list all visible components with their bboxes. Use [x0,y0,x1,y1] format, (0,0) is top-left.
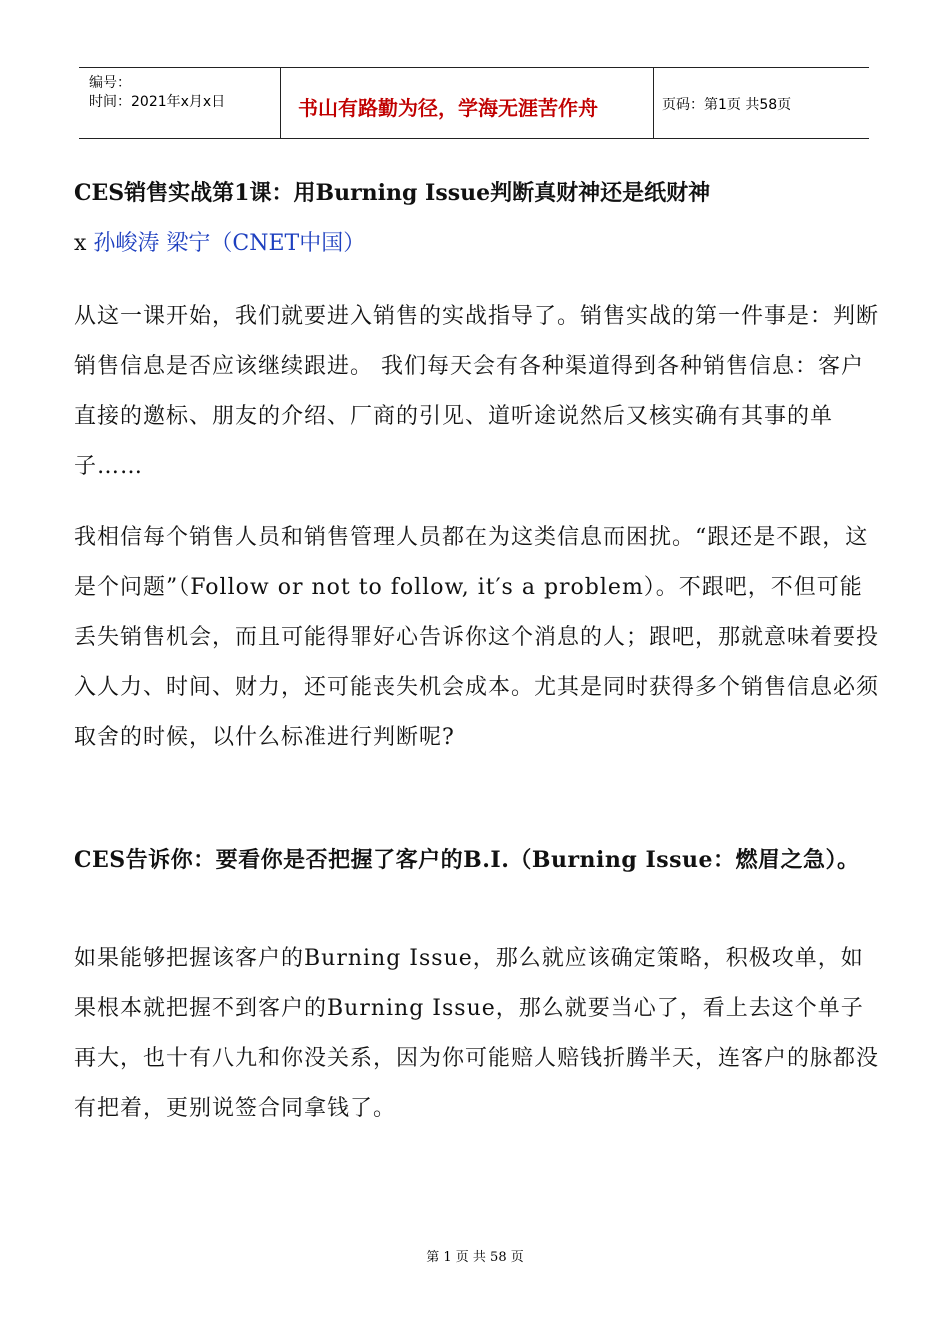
header-page-cell [654,68,869,138]
header-meta-cell [79,68,281,138]
header-motto: 书山有路勤为径，学海无涯苦作舟 [298,96,598,120]
article-title: CES销售实战第1课：用Burning Issue判断真财神还是纸财神 [74,180,711,206]
header-table [79,67,869,139]
article-author-line [74,226,880,257]
paragraph-burning-issue: 如果能够把握该客户的Burning Issue，那么就应该确定策略，积极攻单，如果根本就把握不到客户的Burning Issue，那么就要当心了，看上去这个单子再大，也十有八九和你没关系，因为你可能赔人赔钱折腾半天，连客户的脉都没有把着，更别说签合同拿钱了。 [74,946,880,1121]
section-heading: CES告诉你：要看你是否把握了客户的B.I.（Burning Issue：燃眉之急）。 [74,847,860,873]
document-date-label: 时间：2021年x月x日 [89,94,226,110]
document-number-label: 编号： [89,75,131,91]
header-motto-cell [281,68,654,138]
author-prefix: x [74,231,87,256]
header-page-info: 页码：第1页 共58页 [662,97,792,113]
author-names: 孙峻涛 梁宁（CNET中国） [93,231,366,256]
paragraph-intro: 从这一课开始，我们就要进入销售的实战指导了。销售实战的第一件事是：判断销售信息是否应该继续跟进。 我们每天会有各种渠道得到各种销售信息：客户直接的邀标、朋友的介绍、厂商的引见、道听途说然后又核实确有其事的单子…… [74,304,880,479]
page-footer: 第 1 页 共 58 页 [426,1250,524,1265]
paragraph-problem: 我相信每个销售人员和销售管理人员都在为这类信息而困扰。“跟还是不跟，这是个问题”（Follow or not to follow, it′s a problem）。不跟吧，不但可能丢失销售机会，而且可能得罪好心告诉你这个消息的人；跟吧，那就意味着要投入人力、时间、财力，还可能丧失机会成本。尤其是同时获得多个销售信息必须取舍的时候，以什么标准进行判断呢? [74,525,880,750]
